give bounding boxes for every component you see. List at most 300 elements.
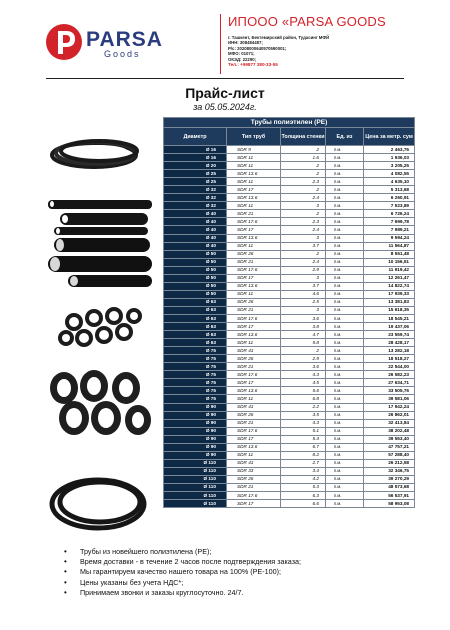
cell-diameter: Ø 40 (164, 226, 227, 234)
table-row (164, 250, 415, 258)
cell-wall: 2.3 (281, 178, 326, 186)
cell-wall: 2.4 (281, 194, 326, 202)
cell-price: 47 757,21 (364, 443, 415, 451)
cell-unit: п.м. (326, 290, 364, 298)
table-row (164, 306, 415, 314)
cell-unit: п.м. (326, 483, 364, 491)
cell-wall: 6.7 (281, 443, 326, 451)
cell-price: 19 437,06 (364, 323, 415, 331)
cell-wall: 4.5 (281, 379, 326, 387)
cell-price: 15 618,35 (364, 306, 415, 314)
cell-price: 14 822,74 (364, 282, 415, 290)
cell-type: SDR 11 (227, 162, 281, 170)
cell-price: 7 523,89 (364, 202, 415, 210)
cell-unit: п.м. (326, 258, 364, 266)
col-header-wall: Толщина стенки (281, 128, 326, 146)
cell-wall: 5.3 (281, 483, 326, 491)
cell-price: 10 156,51 (364, 258, 415, 266)
cell-unit: п.м. (326, 395, 364, 403)
company-address: г. Ташкент, Бектемирский район, Тудасинг МФЙ (228, 35, 330, 40)
table-row (164, 492, 415, 500)
table-row (164, 379, 415, 387)
cell-unit: п.м. (326, 162, 364, 170)
cell-type: SDR 13.6 (227, 234, 281, 242)
cell-wall: 5.6 (281, 387, 326, 395)
cell-type: SDR 13.6 (227, 282, 281, 290)
cell-type: SDR 26 (227, 355, 281, 363)
cell-wall: 2 (281, 347, 326, 355)
large-pipes-photo (44, 230, 158, 290)
cell-wall: 2 (281, 210, 326, 218)
cell-type: SDR 17 (227, 226, 281, 234)
cell-price: 11 919,42 (364, 266, 415, 274)
note-item: • Трубы из новейшего полиэтилена (PE); (64, 547, 301, 557)
cell-type: SDR 41 (227, 459, 281, 467)
cell-diameter: Ø 32 (164, 194, 227, 202)
cell-type: SDR 26 (227, 411, 281, 419)
note-item: • Цены указаны без учета НДС*; (64, 578, 301, 588)
cell-diameter: Ø 63 (164, 298, 227, 306)
cell-wall: 2.3 (281, 218, 326, 226)
cell-wall: 6.8 (281, 395, 326, 403)
cell-price: 17 942,24 (364, 403, 415, 411)
cell-type: SDR 17.6 (227, 314, 281, 322)
cell-type: SDR 26 (227, 298, 281, 306)
cell-price: 33 505,76 (364, 387, 415, 395)
cell-type: SDR 17.6 (227, 492, 281, 500)
cell-unit: п.м. (326, 371, 364, 379)
cell-diameter: Ø 90 (164, 443, 227, 451)
cell-price: 26 212,58 (364, 459, 415, 467)
cell-wall: 2 (281, 162, 326, 170)
cell-diameter: Ø 110 (164, 459, 227, 467)
table-row (164, 403, 415, 411)
cell-price: 18 545,21 (364, 314, 415, 322)
cell-unit: п.м. (326, 314, 364, 322)
cell-diameter: Ø 110 (164, 467, 227, 475)
cell-wall: 4.6 (281, 290, 326, 298)
pipe-coil-large-photo (44, 468, 158, 538)
cell-unit: п.м. (326, 186, 364, 194)
table-row (164, 162, 415, 170)
cell-price: 17 939,33 (364, 290, 415, 298)
cell-diameter: Ø 90 (164, 451, 227, 459)
table-row (164, 178, 415, 186)
cell-diameter: Ø 32 (164, 186, 227, 194)
cell-price: 7 989,21 (364, 226, 415, 234)
cell-type: SDR 9 (227, 146, 281, 154)
table-row (164, 500, 415, 508)
cell-type: SDR 21 (227, 363, 281, 371)
table-row (164, 483, 415, 491)
cell-price: 4 635,10 (364, 178, 415, 186)
cell-wall: 2 (281, 250, 326, 258)
cell-unit: п.м. (326, 202, 364, 210)
cell-unit: п.м. (326, 451, 364, 459)
cell-price: 4 082,55 (364, 170, 415, 178)
note-item: • Мы гарантируем качество нашего товара на 100% (PE-100); (64, 567, 301, 577)
logo-text: PARSA (86, 28, 163, 51)
cell-diameter: Ø 110 (164, 475, 227, 483)
cell-price: 27 634,71 (364, 379, 415, 387)
cell-wall: 4.7 (281, 331, 326, 339)
cell-unit: п.м. (326, 234, 364, 242)
cell-wall: 5.1 (281, 427, 326, 435)
table-row (164, 331, 415, 339)
cell-type: SDR 17 (227, 186, 281, 194)
cell-diameter: Ø 110 (164, 483, 227, 491)
cell-unit: п.м. (326, 355, 364, 363)
cell-price: 6 726,24 (364, 210, 415, 218)
cell-wall: 3 (281, 306, 326, 314)
company-mfo: МФО: 01071; (228, 51, 255, 57)
table-row (164, 363, 415, 371)
cell-type: SDR 17 (227, 323, 281, 331)
cell-diameter: Ø 63 (164, 306, 227, 314)
cell-price: 3 205,25 (364, 162, 415, 170)
cell-wall: 6.3 (281, 492, 326, 500)
cell-type: SDR 17.6 (227, 427, 281, 435)
cell-price: 9 594,24 (364, 234, 415, 242)
cell-diameter: Ø 110 (164, 500, 227, 508)
table-row (164, 274, 415, 282)
cell-price: 32 413,84 (364, 419, 415, 427)
cell-wall: 5.8 (281, 339, 326, 347)
cell-wall: 4.3 (281, 371, 326, 379)
table-row (164, 282, 415, 290)
cell-type: SDR 26 (227, 250, 281, 258)
cell-price: 22 544,00 (364, 363, 415, 371)
table-row (164, 202, 415, 210)
cell-wall: 3.6 (281, 363, 326, 371)
company-name: ИПООО «PARSA GOODS (228, 14, 386, 29)
cell-unit: п.м. (326, 218, 364, 226)
cell-diameter: Ø 63 (164, 339, 227, 347)
cell-price: 39 270,29 (364, 475, 415, 483)
table-row (164, 459, 415, 467)
cell-type: SDR 11 (227, 339, 281, 347)
cell-type: SDR 11 (227, 178, 281, 186)
cell-price: 8 551,48 (364, 250, 415, 258)
header-divider (220, 14, 221, 74)
cell-diameter: Ø 90 (164, 435, 227, 443)
cell-type: SDR 13.6 (227, 443, 281, 451)
cell-unit: п.м. (326, 459, 364, 467)
table-row (164, 371, 415, 379)
cell-price: 58 953,08 (364, 500, 415, 508)
cell-diameter: Ø 75 (164, 355, 227, 363)
cell-wall: 2.9 (281, 355, 326, 363)
cell-diameter: Ø 90 (164, 411, 227, 419)
cell-price: 11 564,87 (364, 242, 415, 250)
cell-diameter: Ø 50 (164, 258, 227, 266)
cell-wall: 2.2 (281, 403, 326, 411)
table-row (164, 234, 415, 242)
price-date: за 05.05.2024г. (193, 102, 257, 112)
cell-price: 39 553,40 (364, 435, 415, 443)
cell-unit: п.м. (326, 154, 364, 162)
cell-price: 2 463,76 (364, 146, 415, 154)
cell-price: 26 862,01 (364, 411, 415, 419)
cell-wall: 3.4 (281, 467, 326, 475)
cell-diameter: Ø 75 (164, 379, 227, 387)
parsa-goods-logo (44, 22, 234, 62)
cell-unit: п.м. (326, 492, 364, 500)
pipe-rolls-photo (44, 368, 158, 452)
cell-diameter: Ø 40 (164, 234, 227, 242)
table-row (164, 427, 415, 435)
company-inn: ИНН: 308484487; (228, 40, 263, 46)
table-row (164, 435, 415, 443)
cell-type: SDR 11 (227, 451, 281, 459)
cell-price: 39 581,06 (364, 395, 415, 403)
cell-wall: 2 (281, 170, 326, 178)
table-row (164, 475, 415, 483)
cell-type: SDR 17.6 (227, 371, 281, 379)
cell-price: 32 346,75 (364, 467, 415, 475)
table-row (164, 266, 415, 274)
cell-price: 56 537,91 (364, 492, 415, 500)
cell-unit: п.м. (326, 323, 364, 331)
cell-type: SDR 13.6 (227, 194, 281, 202)
cell-diameter: Ø 75 (164, 363, 227, 371)
cell-unit: п.м. (326, 226, 364, 234)
cell-price: 48 573,68 (364, 483, 415, 491)
cell-wall: 3 (281, 202, 326, 210)
cell-price: 7 699,78 (364, 218, 415, 226)
cell-unit: п.м. (326, 467, 364, 475)
cell-unit: п.м. (326, 170, 364, 178)
cell-unit: п.м. (326, 500, 364, 508)
table-row (164, 323, 415, 331)
cell-wall: 1.6 (281, 154, 326, 162)
table-row (164, 226, 415, 234)
cell-diameter: Ø 50 (164, 266, 227, 274)
table-row (164, 451, 415, 459)
cell-price: 26 582,23 (364, 371, 415, 379)
cell-unit: п.м. (326, 435, 364, 443)
cell-diameter: Ø 110 (164, 492, 227, 500)
header-rule (46, 78, 404, 79)
cell-diameter: Ø 20 (164, 162, 227, 170)
table-row (164, 146, 415, 154)
cell-wall: 3.7 (281, 282, 326, 290)
cell-unit: п.м. (326, 282, 364, 290)
cell-unit: п.м. (326, 363, 364, 371)
cell-unit: п.м. (326, 146, 364, 154)
cell-unit: п.м. (326, 347, 364, 355)
cell-diameter: Ø 40 (164, 210, 227, 218)
cell-diameter: Ø 32 (164, 202, 227, 210)
cell-type: SDR 17 (227, 435, 281, 443)
cell-diameter: Ø 50 (164, 274, 227, 282)
cell-unit: п.м. (326, 250, 364, 258)
cell-type: SDR 17 (227, 379, 281, 387)
col-header-price: Цена за метр. сум (364, 128, 415, 146)
cell-wall: 2.9 (281, 266, 326, 274)
cell-type: SDR 21 (227, 306, 281, 314)
cell-wall: 3 (281, 234, 326, 242)
pipe-bundle-photo (44, 298, 158, 358)
table-row (164, 170, 415, 178)
cell-wall: 2.4 (281, 226, 326, 234)
company-info (228, 14, 438, 68)
table-row (164, 467, 415, 475)
cell-wall: 3 (281, 274, 326, 282)
table-row (164, 314, 415, 322)
cell-unit: п.м. (326, 194, 364, 202)
cell-type: SDR 11 (227, 154, 281, 162)
col-header-type: Тип труб (227, 128, 281, 146)
cell-wall: 2 (281, 146, 326, 154)
cell-diameter: Ø 50 (164, 290, 227, 298)
cell-unit: п.м. (326, 178, 364, 186)
cell-type: SDR 17.6 (227, 266, 281, 274)
cell-wall: 8.2 (281, 451, 326, 459)
cell-unit: п.м. (326, 339, 364, 347)
company-oked: ОКЭД: 22290; (228, 56, 257, 62)
cell-diameter: Ø 75 (164, 371, 227, 379)
cell-type: SDR 21 (227, 483, 281, 491)
table-row (164, 395, 415, 403)
cell-type: SDR 17.6 (227, 218, 281, 226)
cell-type: SDR 17 (227, 500, 281, 508)
cell-unit: п.м. (326, 387, 364, 395)
page-title: Прайс-лист (185, 85, 265, 101)
table-row (164, 339, 415, 347)
cell-diameter: Ø 63 (164, 331, 227, 339)
cell-type: SDR 26 (227, 475, 281, 483)
table-row (164, 210, 415, 218)
company-account: Р/с: 20208000640570590001; (228, 45, 287, 51)
cell-diameter: Ø 90 (164, 427, 227, 435)
cell-unit: п.м. (326, 274, 364, 282)
cell-type: SDR 13.6 (227, 387, 281, 395)
cell-type: SDR 11 (227, 290, 281, 298)
cell-diameter: Ø 75 (164, 347, 227, 355)
cell-type: SDR 13.6 (227, 170, 281, 178)
table-row (164, 290, 415, 298)
table-body (164, 146, 415, 508)
cell-unit: п.м. (326, 443, 364, 451)
table-row (164, 218, 415, 226)
cell-diameter: Ø 75 (164, 387, 227, 395)
table-row (164, 411, 415, 419)
cell-unit: п.м. (326, 411, 364, 419)
note-item: • Время доставки - в течение 2 часов после подтверждения заказа; (64, 557, 301, 567)
cell-diameter: Ø 63 (164, 323, 227, 331)
cell-diameter: Ø 16 (164, 154, 227, 162)
table-row (164, 347, 415, 355)
cell-type: SDR 11 (227, 395, 281, 403)
table-row (164, 443, 415, 451)
col-header-unit: Ед. из (326, 128, 364, 146)
cell-type: SDR 11 (227, 202, 281, 210)
table-row (164, 186, 415, 194)
cell-wall: 2.4 (281, 258, 326, 266)
notes-list (64, 547, 301, 598)
cell-unit: п.м. (326, 331, 364, 339)
cell-wall: 3.7 (281, 242, 326, 250)
table-row (164, 242, 415, 250)
cell-price: 13 282,18 (364, 347, 415, 355)
table-row (164, 387, 415, 395)
cell-price: 18 518,27 (364, 355, 415, 363)
cell-wall: 3.8 (281, 323, 326, 331)
company-phone: Тел.: +99877 380-33-55 (228, 62, 278, 68)
cell-unit: п.м. (326, 403, 364, 411)
table-row (164, 419, 415, 427)
cell-diameter: Ø 25 (164, 170, 227, 178)
cell-diameter: Ø 50 (164, 282, 227, 290)
cell-wall: 3.5 (281, 411, 326, 419)
table-row (164, 154, 415, 162)
cell-diameter: Ø 25 (164, 178, 227, 186)
cell-unit: п.м. (326, 306, 364, 314)
cell-diameter: Ø 16 (164, 146, 227, 154)
cell-type: SDR 41 (227, 347, 281, 355)
cell-wall: 5.4 (281, 435, 326, 443)
cell-unit: п.м. (326, 475, 364, 483)
cell-diameter: Ø 63 (164, 314, 227, 322)
cell-unit: п.м. (326, 266, 364, 274)
cell-price: 28 428,17 (364, 339, 415, 347)
cell-price: 5 313,68 (364, 186, 415, 194)
cell-price: 13 381,83 (364, 298, 415, 306)
price-table (163, 117, 415, 508)
cell-diameter: Ø 50 (164, 250, 227, 258)
cell-unit: п.м. (326, 242, 364, 250)
cell-price: 12 261,47 (364, 274, 415, 282)
cell-wall: 2.5 (281, 298, 326, 306)
cell-unit: п.м. (326, 298, 364, 306)
cell-wall: 6.6 (281, 500, 326, 508)
cell-type: SDR 21 (227, 419, 281, 427)
logo-subtext: Goods (104, 49, 141, 59)
cell-price: 38 202,48 (364, 427, 415, 435)
cell-wall: 3.6 (281, 314, 326, 322)
cell-wall: 2 (281, 186, 326, 194)
cell-unit: п.м. (326, 427, 364, 435)
col-header-diameter: Диаметр (164, 128, 227, 146)
cell-wall: 2.7 (281, 459, 326, 467)
table-row (164, 298, 415, 306)
cell-wall: 4.3 (281, 419, 326, 427)
table-row (164, 355, 415, 363)
cell-type: SDR 33 (227, 467, 281, 475)
cell-unit: п.м. (326, 419, 364, 427)
cell-wall: 4.2 (281, 475, 326, 483)
cell-diameter: Ø 90 (164, 419, 227, 427)
cell-price: 6 260,91 (364, 194, 415, 202)
cell-price: 23 559,74 (364, 331, 415, 339)
cell-diameter: Ø 75 (164, 395, 227, 403)
table-row (164, 194, 415, 202)
cell-type: SDR 17 (227, 274, 281, 282)
cell-diameter: Ø 90 (164, 403, 227, 411)
cell-price: 1 936,03 (364, 154, 415, 162)
cell-unit: п.м. (326, 210, 364, 218)
cell-type: SDR 21 (227, 210, 281, 218)
note-item: • Принимаем звонки и заказы круглосуточно. 24/7. (64, 588, 301, 598)
pipe-coils-photo (44, 125, 158, 185)
table-caption: Трубы полиэтилен (PE) (164, 118, 415, 128)
cell-type: SDR 11 (227, 242, 281, 250)
cell-price: 57 288,40 (364, 451, 415, 459)
cell-diameter: Ø 40 (164, 242, 227, 250)
cell-diameter: Ø 40 (164, 218, 227, 226)
cell-type: SDR 21 (227, 258, 281, 266)
